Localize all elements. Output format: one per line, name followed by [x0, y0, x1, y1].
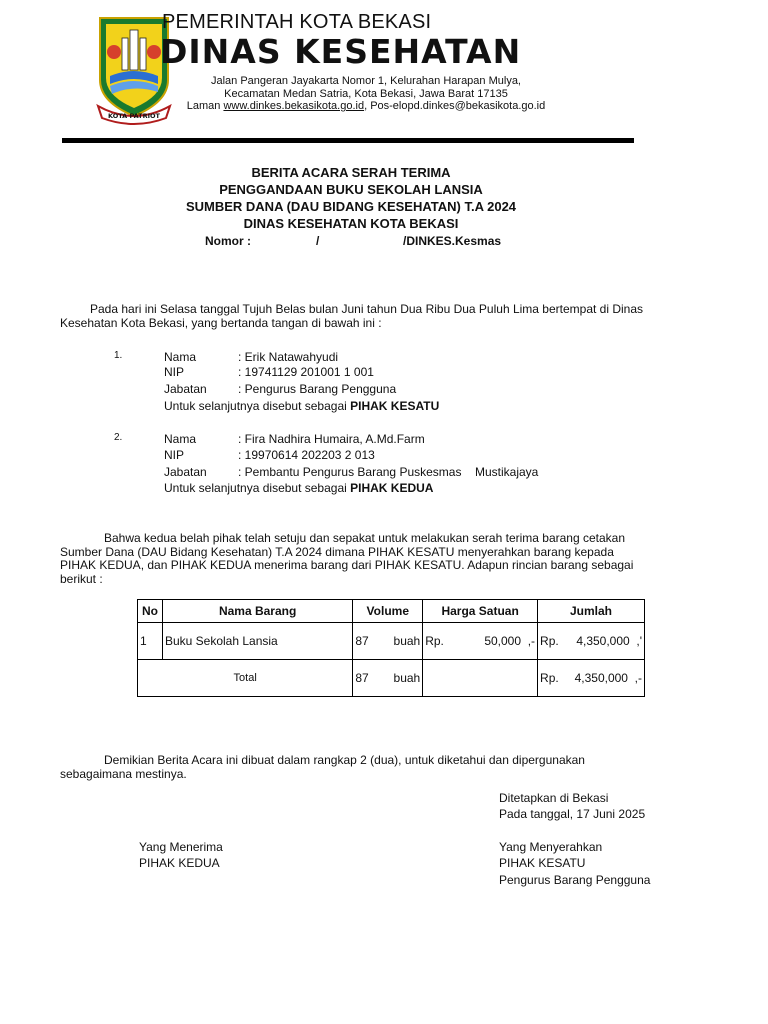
- doc-title-2: PENGGANDAAN BUKU SEKOLAH LANSIA: [219, 182, 483, 197]
- party-1-nama-label: Nama: [164, 350, 197, 364]
- grand-total-value: 4,350,000: [574, 671, 628, 685]
- party-2-nip: : 19970614 202203 2 013: [238, 448, 375, 462]
- header-address-2: Kecamatan Medan Satria, Kota Bekasi, Jawa Barat 17135: [224, 88, 508, 100]
- cell-item-name: Buku Sekolah Lansia: [162, 623, 352, 660]
- web-prefix: Laman: [186, 100, 224, 112]
- col-header-nama-barang: Nama Barang: [162, 600, 352, 623]
- volume-qty: 87: [355, 634, 369, 648]
- party-2-jabatan-label: Jabatan: [164, 465, 207, 479]
- nomor-label: Nomor :: [205, 234, 251, 248]
- party-1-nama-value: Erik Natawahyudi: [244, 350, 339, 364]
- receiver-role: PIHAK KEDUA: [139, 856, 220, 870]
- col-header-jumlah: Jumlah: [538, 600, 645, 623]
- giver-role: PIHAK KESATU: [499, 856, 586, 870]
- party-2-nip-label: NIP: [164, 448, 185, 462]
- table-row: [138, 623, 645, 660]
- email-text: , Pos-elopd.dinkes@bekasikota.go.id: [364, 100, 546, 112]
- cell-grand-total: [538, 660, 645, 697]
- total-currency: Rp.: [540, 634, 559, 648]
- party-1-note: [164, 399, 439, 413]
- doc-title-1: BERITA ACARA SERAH TERIMA: [251, 165, 451, 180]
- nomor-separator: /: [316, 234, 320, 248]
- total-suffix: ,': [636, 634, 642, 648]
- col-header-harga-satuan: Harga Satuan: [423, 600, 538, 623]
- cell-total-volume: [353, 660, 423, 697]
- intro-paragraph: Pada hari ini Selasa tanggal Tujuh Belas bulan Juni tahun Dua Ribu Dua Puluh Lima bertempat di Dinas Kesehatan Kota Bekasi, yang bertanda tangan di bawah ini :: [60, 302, 644, 330]
- cell-no: 1: [138, 623, 163, 660]
- party-2-nama-value: Fira Nadhira Humaira, A.Md.Farm: [244, 432, 425, 446]
- agreement-paragraph: Bahwa kedua belah pihak telah setuju dan sepakat untuk melakukan serah terima barang cetakan Sumber Dana (DAU Bidang Kesehatan) T.A 2024 dimana PIHAK KESATU menyerahkan barang kepada PIHAK KEDUA, dan PIHAK KEDUA menerima barang dari PIHAK KESATU. Adapun rincian barang sebagai berikut :: [60, 531, 634, 586]
- party-2-jabatan: : Pembantu Pengurus Barang Puskesmas: [238, 465, 462, 479]
- emblem-motto: KOTA PATRIOT: [107, 112, 161, 120]
- grand-total-suffix: ,-: [634, 671, 642, 685]
- price-currency: Rp.: [425, 634, 444, 648]
- party-1-number: 1.: [114, 350, 123, 361]
- party-1-role: PIHAK KESATU: [350, 399, 440, 413]
- sign-date: Pada tanggal, 17 Juni 2025: [499, 807, 646, 821]
- col-header-no: No: [138, 600, 163, 623]
- party-1-jabatan-label: Jabatan: [164, 382, 207, 396]
- header-dept: DINAS KESEHATAN: [160, 32, 522, 71]
- party-1-nip-value: 19741129 201001 1 001: [244, 365, 374, 379]
- party-1-note-text: Untuk selanjutnya disebut sebagai: [164, 399, 351, 413]
- receiver-title: Yang Menerima: [139, 840, 223, 854]
- volume-unit: buah: [393, 634, 421, 648]
- total-volume-unit: buah: [393, 671, 421, 685]
- cell-total-label: Total: [138, 660, 353, 697]
- party-1-nip: : 19741129 201001 1 001: [238, 365, 374, 379]
- table-total-row: [138, 660, 645, 697]
- total-value: 4,350,000: [576, 634, 630, 648]
- website-link[interactable]: www.dinkes.bekasikota.go.id: [223, 100, 365, 112]
- closing-paragraph: Demikian Berita Acara ini dibuat dalam rangkap 2 (dua), untuk diketahui dan dipergunakan sebagaimana mestinya.: [60, 753, 585, 781]
- sign-place: Ditetapkan di Bekasi: [499, 791, 609, 805]
- doc-title-3: SUMBER DANA (DAU BIDANG KESEHATAN) T.A 2024: [185, 199, 517, 214]
- party-1-jabatan: : Pengurus Barang Pengguna: [238, 382, 397, 396]
- cell-total-price-empty: [423, 660, 538, 697]
- party-1-jabatan-value: Pengurus Barang Pengguna: [244, 382, 397, 396]
- party-2-jabatan-value: Pembantu Pengurus Barang Puskesmas: [244, 465, 462, 479]
- grand-total-currency: Rp.: [540, 671, 559, 685]
- col-header-volume: Volume: [353, 600, 423, 623]
- giver-position: Pengurus Barang Pengguna: [499, 873, 651, 887]
- price-value: 50,000: [484, 634, 522, 648]
- cell-volume: [353, 623, 423, 660]
- table-header-row: [138, 600, 645, 623]
- party-2-jabatan-extra: Mustikajaya: [475, 465, 539, 479]
- header-contact: [176, 100, 556, 112]
- party-2-nama: : Fira Nadhira Humaira, A.Md.Farm: [238, 432, 425, 446]
- items-table: [137, 599, 645, 697]
- cell-total: [538, 623, 645, 660]
- price-suffix: ,-: [527, 634, 536, 648]
- header-address-1: Jalan Pangeran Jayakarta Nomor 1, Kelurahan Harapan Mulya,: [210, 75, 521, 87]
- nomor-suffix: /DINKES.Kesmas: [403, 234, 502, 248]
- cell-price: [423, 623, 538, 660]
- party-2-role: PIHAK KEDUA: [350, 481, 434, 495]
- header-divider: [62, 138, 634, 143]
- party-1-nip-label: NIP: [164, 365, 185, 379]
- header-org: PEMERINTAH KOTA BEKASI: [162, 11, 432, 33]
- party-2-number: 2.: [114, 432, 123, 443]
- party-2-note: [164, 481, 433, 495]
- party-2-nip-value: 19970614 202203 2 013: [244, 448, 375, 462]
- party-2-nama-label: Nama: [164, 432, 197, 446]
- total-volume-qty: 87: [355, 671, 369, 685]
- giver-title: Yang Menyerahkan: [499, 840, 603, 854]
- party-1-nama: : Erik Natawahyudi: [238, 350, 339, 364]
- party-2-note-text: Untuk selanjutnya disebut sebagai: [164, 481, 351, 495]
- doc-title-4: DINAS KESEHATAN KOTA BEKASI: [243, 216, 459, 231]
